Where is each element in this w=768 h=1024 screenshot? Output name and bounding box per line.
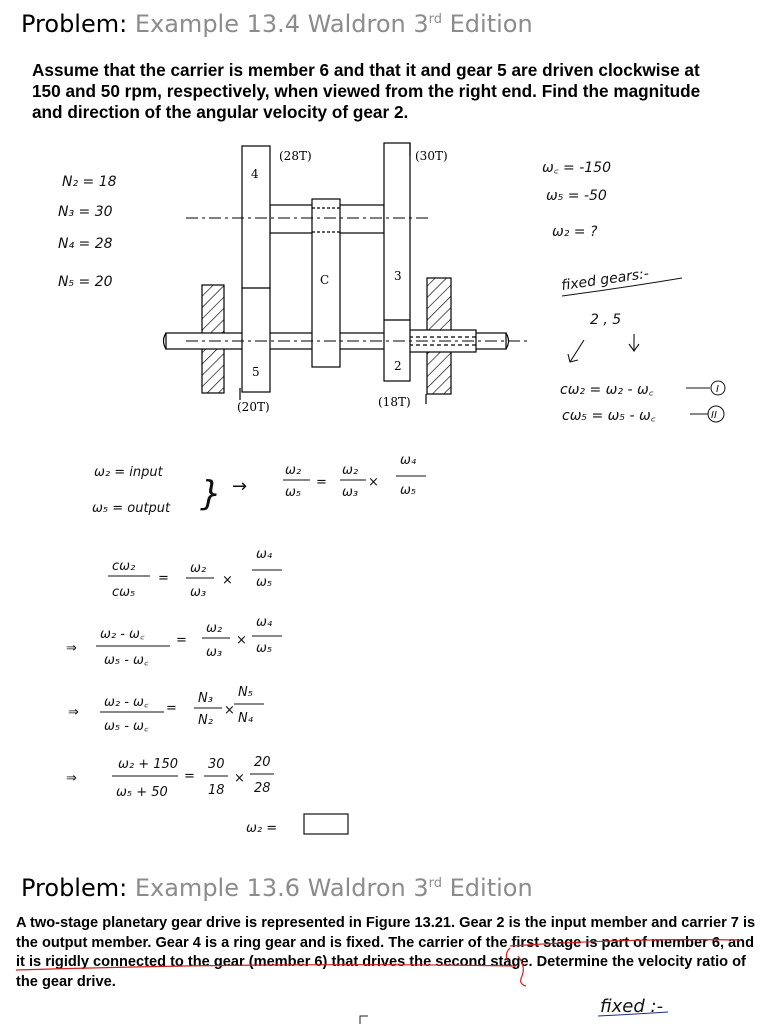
note-w2: ω₂ = ? <box>552 224 598 240</box>
r5-eq: = <box>184 769 195 784</box>
heading-source: Example 13.6 Waldron 3rd Edition <box>134 874 533 902</box>
r1-lhs-den: ω₅ <box>285 485 302 500</box>
heading-lead: Problem: <box>21 874 128 902</box>
r1-times: × <box>368 475 379 490</box>
r5-a-den: 18 <box>208 783 225 798</box>
r4-times: × <box>224 703 235 718</box>
r5-implies: ⇒ <box>66 771 77 786</box>
gear-3-2 <box>384 143 410 381</box>
r3-implies: ⇒ <box>66 641 77 656</box>
label-18t: (18T) <box>378 395 411 409</box>
note-n5: N₅ = 20 <box>58 274 113 290</box>
label-20t: (20T) <box>237 400 270 414</box>
r3-times: × <box>236 633 247 648</box>
work-arrow: → <box>232 476 248 497</box>
r4-implies: ⇒ <box>68 705 79 720</box>
red-underline-2 <box>16 965 516 970</box>
label-gear-4: 4 <box>251 167 259 181</box>
problem-2-statement: A two-stage planetary gear drive is represented in Figure 13.21. Gear 2 is the input member and carrier 7 is the output member. Gear 4 is a ring gear and is fixed. The carrier of the first stage is part of member 6, and it is rigidly connected to the gear (member 6) that drives the second stage. Determine the velocity ratio of the gear drive. <box>16 915 756 990</box>
tag-eq2: II <box>711 410 717 421</box>
r2-a-num: ω₂ <box>190 561 207 576</box>
r4-b-den: N₄ <box>238 711 253 726</box>
work-output: ω₅ = output <box>92 501 171 516</box>
r5-b-den: 28 <box>254 781 271 796</box>
r4-a-num: N₃ <box>198 691 213 706</box>
note-n4: N₄ = 28 <box>58 236 113 252</box>
r1-eq: = <box>316 475 327 490</box>
label-30t: (30T) <box>415 149 448 163</box>
r3-a-num: ω₂ <box>206 621 223 636</box>
answer-label: ω₂ = <box>246 821 278 836</box>
r3-lhs-den: ω₅ - ω꜀ <box>104 653 149 668</box>
red-bracket-close <box>518 956 526 986</box>
label-gear-3: 3 <box>394 269 402 283</box>
r4-a-den: N₂ <box>198 713 213 728</box>
tag-eq1: I <box>716 384 719 395</box>
r2-lhs-num: cω₂ <box>112 559 136 574</box>
r4-eq: = <box>166 701 177 716</box>
label-gear-2: 2 <box>394 359 402 373</box>
red-underline-1 <box>510 940 740 946</box>
r1-a-num: ω₂ <box>342 463 359 478</box>
r4-b-num: N₅ <box>238 685 253 700</box>
work-brace: } <box>200 474 222 514</box>
heading-lead: Problem: <box>21 10 128 38</box>
answer-box <box>304 814 348 834</box>
note-fixed: fixed :- <box>600 996 664 1017</box>
r2-b-den: ω₅ <box>256 575 273 590</box>
problem-1-statement: Assume that the carrier is member 6 and that it and gear 5 are driven clockwise at 150 and 50 rpm, respectively, when viewed from the right end. Find the magnitude and direction of the angular velocity of gear 2. <box>32 60 701 122</box>
r1-b-num: ω₄ <box>400 453 417 468</box>
arrow-gear-2-icon <box>570 340 584 362</box>
red-annotations <box>16 940 740 986</box>
r3-b-den: ω₅ <box>256 641 273 656</box>
derivation <box>66 453 426 836</box>
cursor-icon <box>360 1016 368 1024</box>
r5-b-num: 20 <box>254 755 271 770</box>
r2-times: × <box>222 573 233 588</box>
r5-lhs-num: ω₂ + 150 <box>118 757 179 772</box>
note-fixed-list: 2 , 5 <box>590 312 622 328</box>
tooth-count-notes <box>58 174 117 290</box>
gear-train-figure <box>164 143 531 404</box>
gear-4-5 <box>242 146 270 392</box>
heading-source: Example 13.4 Waldron 3rd Edition <box>134 10 533 38</box>
r5-a-num: 30 <box>208 757 225 772</box>
r2-eq: = <box>158 571 169 586</box>
work-input: ω₂ = input <box>94 465 163 480</box>
note-fixed-gears: fixed gears:- <box>560 265 650 294</box>
r1-b-den: ω₅ <box>400 483 417 498</box>
r4-lhs-num: ω₂ - ω꜀ <box>104 695 149 710</box>
note-w5: ω₅ = -50 <box>546 188 607 204</box>
note-eq2: cω₅ = ω₅ - ω꜀ <box>562 408 656 424</box>
r3-lhs-num: ω₂ - ω꜀ <box>100 627 145 642</box>
note-n2: N₂ = 18 <box>62 174 117 190</box>
r2-lhs-den: cω₅ <box>112 585 136 600</box>
r5-times: × <box>234 771 245 786</box>
r2-b-num: ω₄ <box>256 547 273 562</box>
r2-a-den: ω₃ <box>190 585 207 600</box>
velocity-notes <box>542 160 725 424</box>
label-carrier-c: C <box>320 273 330 287</box>
label-28t: (28T) <box>279 149 312 163</box>
red-bracket-open <box>506 948 510 962</box>
note-n3: N₃ = 30 <box>58 204 113 220</box>
r3-b-num: ω₄ <box>256 615 273 630</box>
r3-a-den: ω₃ <box>206 645 223 660</box>
note-wc: ω꜀ = -150 <box>542 160 611 176</box>
r1-a-den: ω₃ <box>342 485 359 500</box>
r3-eq: = <box>176 633 187 648</box>
r1-lhs-num: ω₂ <box>285 463 302 478</box>
label-gear-5: 5 <box>252 365 260 379</box>
r4-lhs-den: ω₅ - ω꜀ <box>104 719 149 734</box>
note-eq1: cω₂ = ω₂ - ω꜀ <box>560 382 654 398</box>
r5-lhs-den: ω₅ + 50 <box>116 785 168 800</box>
